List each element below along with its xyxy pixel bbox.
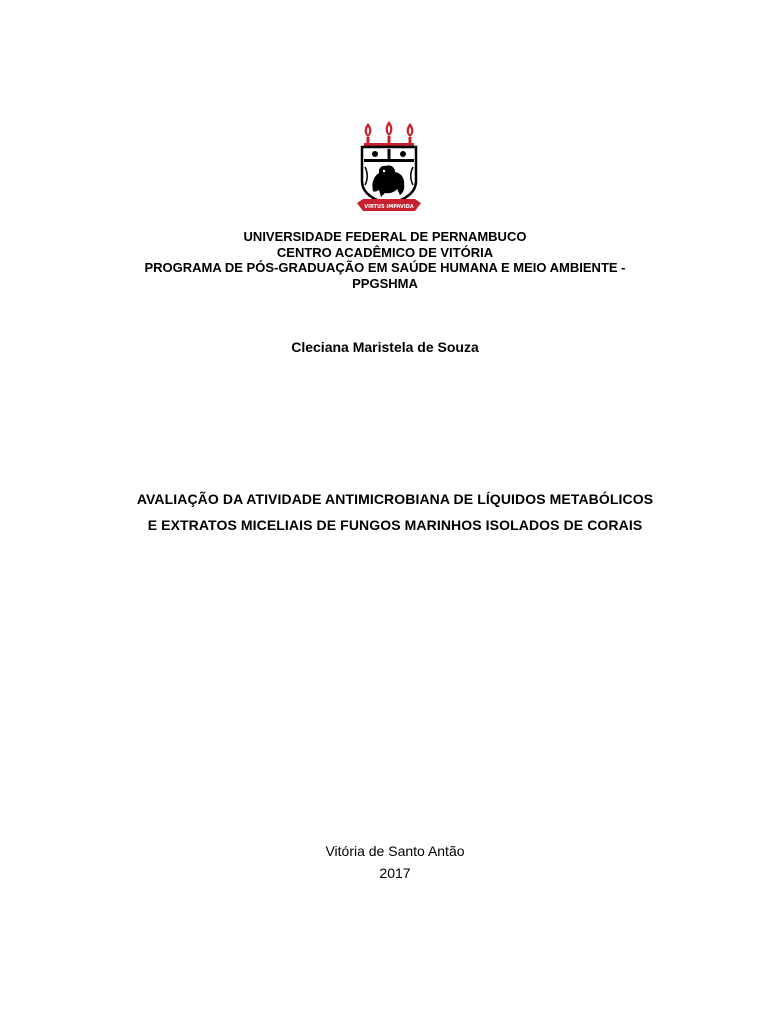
thesis-title-line-1: AVALIAÇÃO DA ATIVIDADE ANTIMICROBIANA DE LÍQUIDOS METABÓLICOS (136, 491, 654, 507)
flame-icon (407, 123, 414, 143)
year: 2017 (379, 865, 411, 881)
thesis-title-line-2: E EXTRATOS MICELIAIS DE FUNGOS MARINHOS ISOLADOS DE CORAIS (147, 517, 643, 533)
university-name: UNIVERSIDADE FEDERAL DE PERNAMBUCO (243, 229, 527, 244)
program-name: PROGRAMA DE PÓS-GRADUAÇÃO EM SAÚDE HUMANA E MEIO AMBIENTE - (144, 260, 626, 275)
institution-block (0, 229, 770, 291)
place-and-year (0, 840, 770, 884)
author-name: Cleciana Maristela de Souza (291, 339, 479, 355)
program-acronym: PPGSHMA (352, 275, 418, 291)
svg-text:VIRTUS IMPAVIDA: VIRTUS IMPAVIDA (364, 204, 414, 210)
city: Vitória de Santo Antão (325, 843, 465, 859)
university-logo (355, 119, 423, 215)
flame-icon (386, 121, 393, 143)
thesis-title (0, 486, 770, 538)
academic-center: CENTRO ACADÊMICO DE VITÓRIA (276, 244, 494, 260)
flame-icon (365, 123, 372, 143)
